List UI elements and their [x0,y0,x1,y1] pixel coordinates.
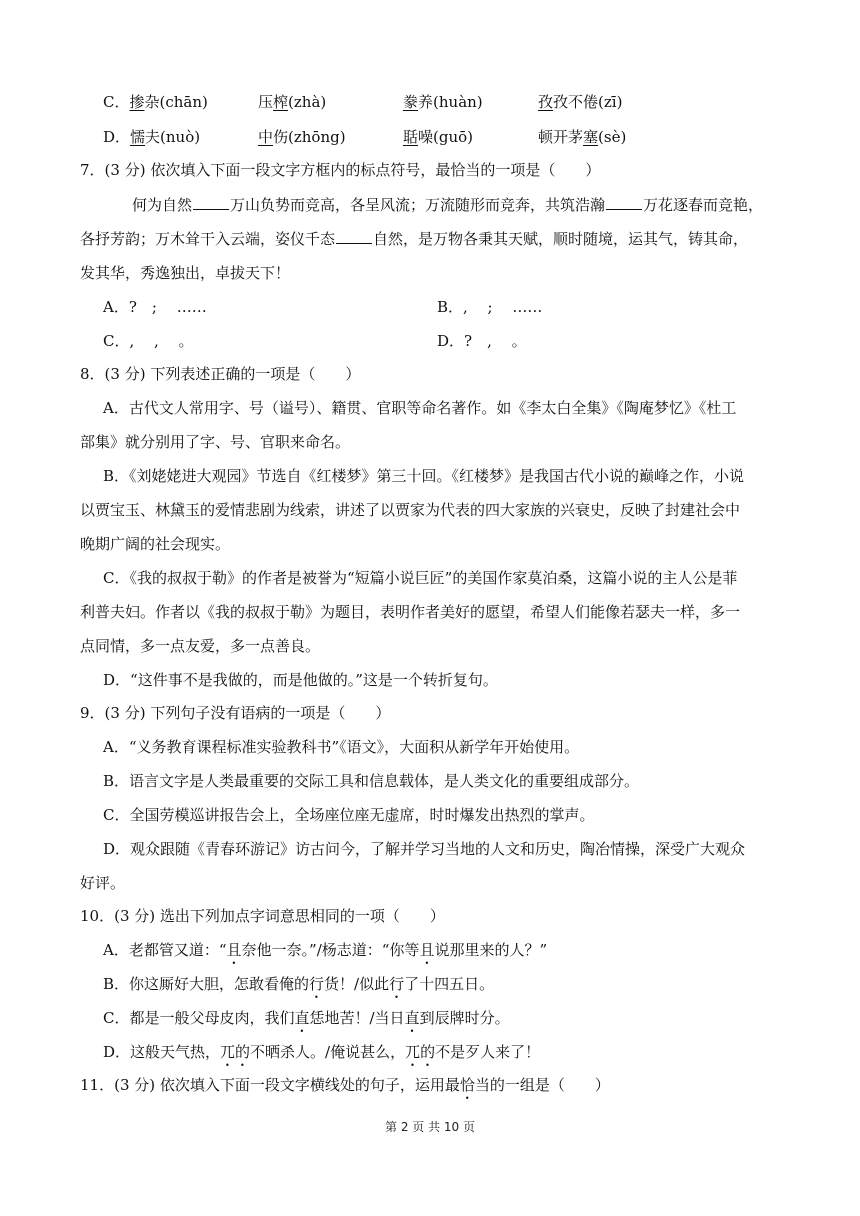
option-cell: D．? , 。 [437,332,527,350]
option-cell: 中伤(zhōng) [258,128,346,146]
option-cell: 豢养(huàn) [403,93,483,111]
text-line: C．都是一般父母皮肉，我们直恁地苦！/当日直到辰牌时分。 [103,1009,510,1027]
text-line: D．“这件事不是我做的，而是他做的。”这是一个转折复句。 [103,671,498,689]
text-line: C．《我的叔叔于勒》的作者是被誉为“短篇小说巨匠”的美国作家莫泊桑，这篇小说的主人公是菲 [103,569,738,587]
text-line: 晚期广阔的社会现实。 [80,535,231,553]
text-line: 好评。 [80,874,126,892]
text-line: B．你这厮好大胆，怎敢看俺的行货！/似此行了十四五日。 [103,975,495,993]
page-footer: 第 2 页 共 10 页 [385,1120,475,1134]
option-cell: C．, , 。 [103,332,194,350]
text-line: D．观众跟随《青春环游记》访古问今，了解并学习当地的人文和历史，陶冶情操，深受广大观众 [103,840,746,858]
text-line: A．古代文人常用字、号（谥号）、籍贯、官职等命名著作。如《李太白全集》《陶庵梦忆》《杜工 [103,399,737,417]
option-cell: 聒噪(guō) [403,128,474,146]
option-cell: 压榨(zhà) [258,93,327,111]
option-cell: C．掺杂(chān) [103,93,208,111]
text-line: 11．(3 分) 依次填入下面一段文字横线处的句子，运用最恰当的一组是（ ） [80,1076,610,1094]
text-line: 何为自然 万山负势而竞高，各呈风流；万流随形而竞奔，共筑浩瀚 万花逐春而竞艳， [132,196,764,214]
text-line: 10．(3 分) 选出下列加点字词意思相同的一项（ ） [80,907,445,925]
text-line: 部集》就分别用了字、号、官职来命名。 [80,433,351,451]
text-line: 8．(3 分) 下列表述正确的一项是（ ） [80,365,361,383]
option-cell: 顿开茅塞(sè) [538,128,627,146]
option-cell: D．懦夫(nuò) [103,128,201,146]
text-line: D．这般天气热，兀的不晒杀人。/俺说甚么，兀的不是歹人来了！ [103,1043,541,1061]
text-line: C．全国劳模巡讲报告会上，全场座位座无虚席，时时爆发出热烈的掌声。 [103,806,595,824]
text-line: A．“义务教育课程标准实验教科书”《语文》，大面积从新学年开始使用。 [103,738,580,756]
option-cell: B．, ; …… [437,298,543,316]
option-cell: 孜孜不倦(zī) [538,93,623,111]
text-line: B．语言文字是人类最重要的交际工具和信息载体，是人类文化的重要组成部分。 [103,772,640,790]
text-line: B．《刘姥姥进大观园》节选自《红楼梦》第三十回。《红楼梦》是我国古代小说的巅峰之作，小说 [103,467,745,485]
text-line: 9．(3 分) 下列句子没有语病的一项是（ ） [80,704,391,722]
text-line: 发其华，秀逸独出，卓拔天下！ [80,264,291,282]
option-cell: A．? ; …… [103,298,207,316]
text-line: A．老都管又道：“且奈他一奈。”/杨志道：“你等且说那里来的人？” [103,941,548,959]
text-line: 利普夫妇。作者以《我的叔叔于勒》为题目，表明作者美好的愿望，希望人们能像若瑟夫一样，多一 [80,603,741,621]
text-line: 7．(3 分) 依次填入下面一段文字方框内的标点符号，最恰当的一项是（ ） [80,161,601,179]
text-line: 各抒芳韵；万木耸干入云端，姿仪千态 自然，是万物各秉其天赋，顺时随境，运其气，铸其命， [80,230,749,248]
text-line: 以贾宝玉、林黛玉的爱情悲剧为线索，讲述了以贾家为代表的四大家族的兴衰史，反映了封建社会中 [80,501,741,519]
text-line: 点同情，多一点友爱，多一点善良。 [80,637,321,655]
